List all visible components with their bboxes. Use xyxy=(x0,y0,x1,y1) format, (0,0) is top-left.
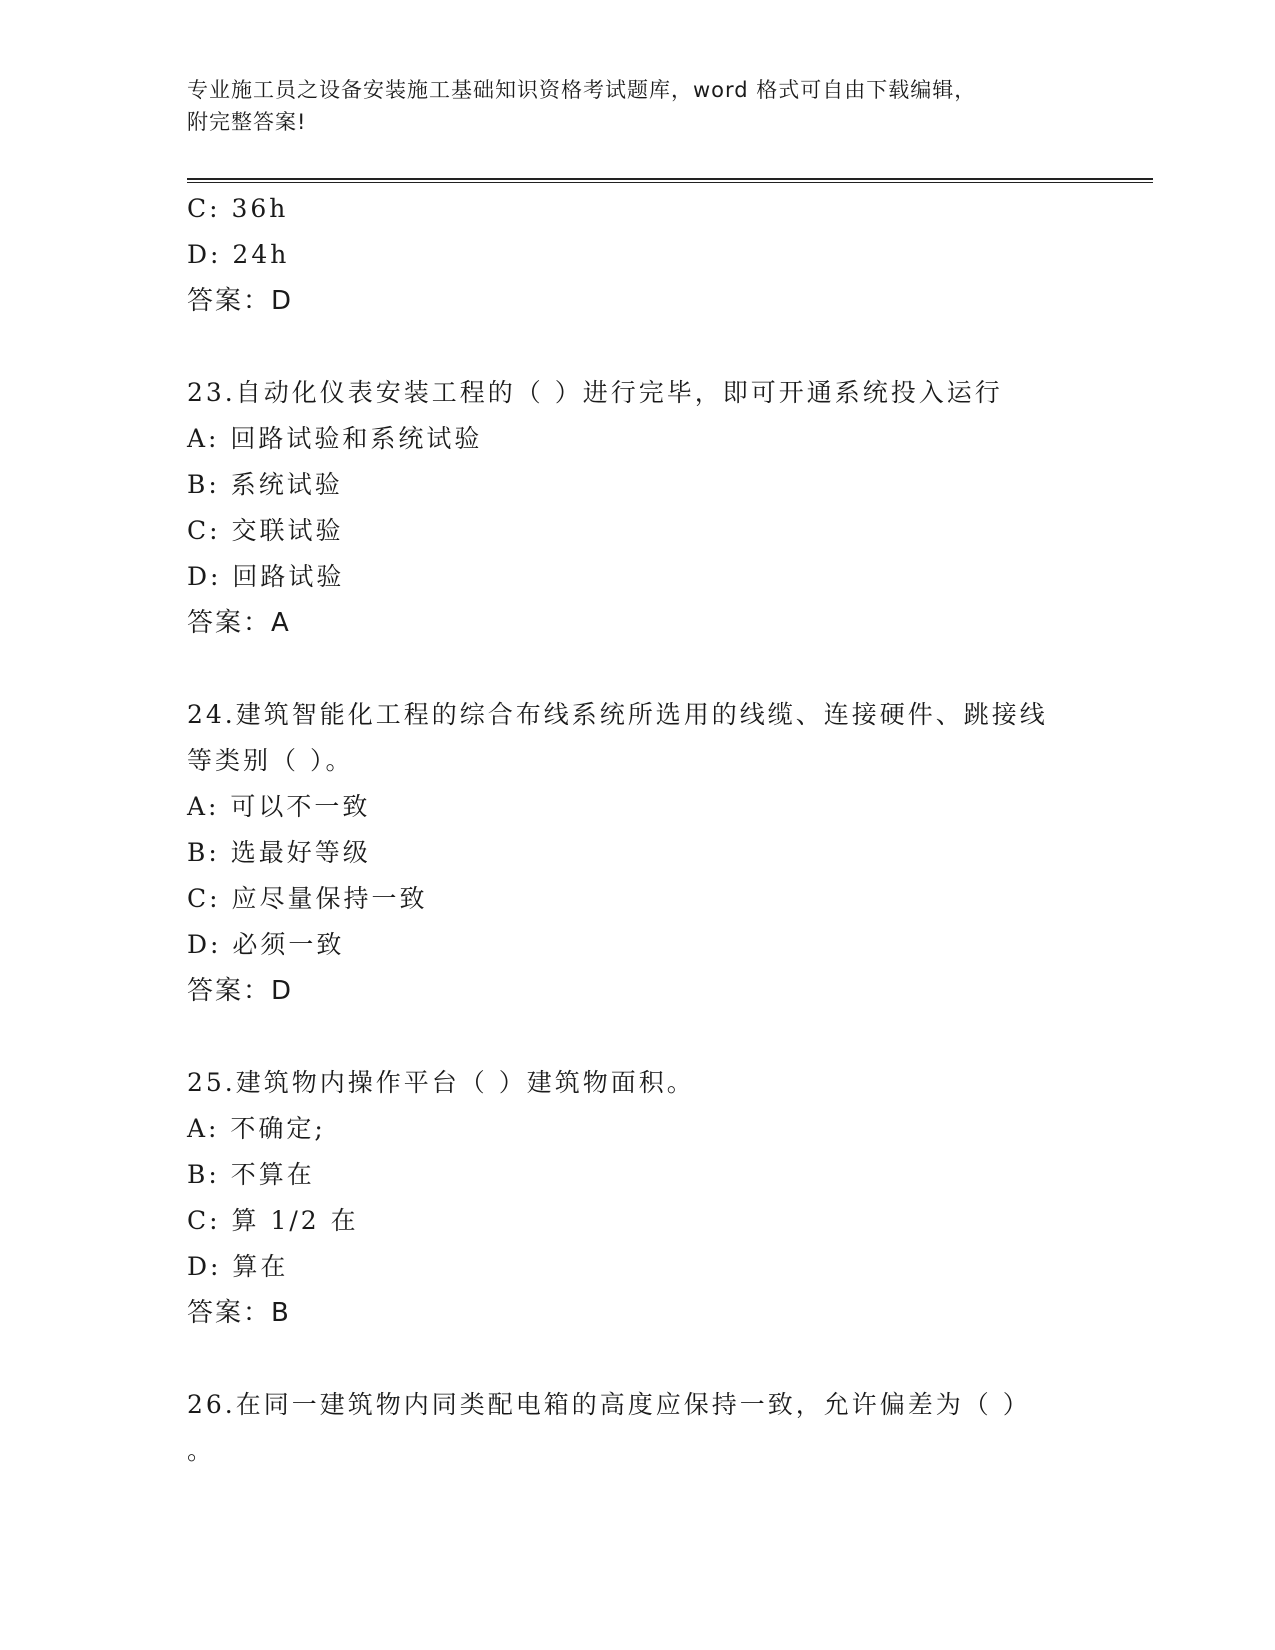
q23-option-a: A: 回路试验和系统试验 xyxy=(187,424,483,453)
header-line-2: 附完整答案! xyxy=(187,110,307,134)
q23-option-b: B: 系统试验 xyxy=(187,470,343,499)
q25-stem: 25.建筑物内操作平台（ ）建筑物面积。 xyxy=(187,1068,695,1097)
q24-option-b: B: 选最好等级 xyxy=(187,838,371,867)
spacer xyxy=(187,324,1087,370)
q24-stem-line-1: 24.建筑智能化工程的综合布线系统所选用的线缆、连接硬件、跳接线 xyxy=(187,700,1048,729)
q26-stem-line-2: 。 xyxy=(187,1436,216,1465)
spacer xyxy=(187,1336,1087,1382)
q22-option-d: D: 24h xyxy=(187,240,290,269)
q25-option-c: C: 算 1/2 在 xyxy=(187,1206,359,1235)
q24-option-c: C: 应尽量保持一致 xyxy=(187,884,428,913)
q24-stem-line-2: 等类别（ ）。 xyxy=(187,746,354,775)
q24-option-d: D: 必须一致 xyxy=(187,930,345,959)
q22-option-c: C: 36h xyxy=(187,194,289,223)
q22-answer: 答案：D xyxy=(187,286,294,316)
q23-stem: 23.自动化仪表安装工程的（ ）进行完毕，即可开通系统投入运行 xyxy=(187,378,1003,407)
document-header xyxy=(187,74,1067,138)
q23-option-d: D: 回路试验 xyxy=(187,562,345,591)
q24-option-a: A: 可以不一致 xyxy=(187,792,371,821)
q24-answer: 答案：D xyxy=(187,976,294,1006)
header-divider-top xyxy=(187,178,1153,180)
q25-option-b: B: 不算在 xyxy=(187,1160,315,1189)
q23-option-c: C: 交联试验 xyxy=(187,516,344,545)
q26-stem-line-1: 26.在同一建筑物内同类配电箱的高度应保持一致，允许偏差为（ ） xyxy=(187,1390,1031,1419)
q25-option-a: A: 不确定; xyxy=(187,1114,326,1143)
header-line-1: 专业施工员之设备安装施工基础知识资格考试题库，word 格式可自由下载编辑， xyxy=(187,78,977,102)
spacer xyxy=(187,646,1087,692)
q25-answer: 答案：B xyxy=(187,1298,291,1328)
q25-option-d: D: 算在 xyxy=(187,1252,289,1281)
q23-answer: 答案：A xyxy=(187,608,291,638)
question-list xyxy=(187,186,1087,1474)
header-divider-bottom xyxy=(187,182,1153,183)
spacer xyxy=(187,1014,1087,1060)
